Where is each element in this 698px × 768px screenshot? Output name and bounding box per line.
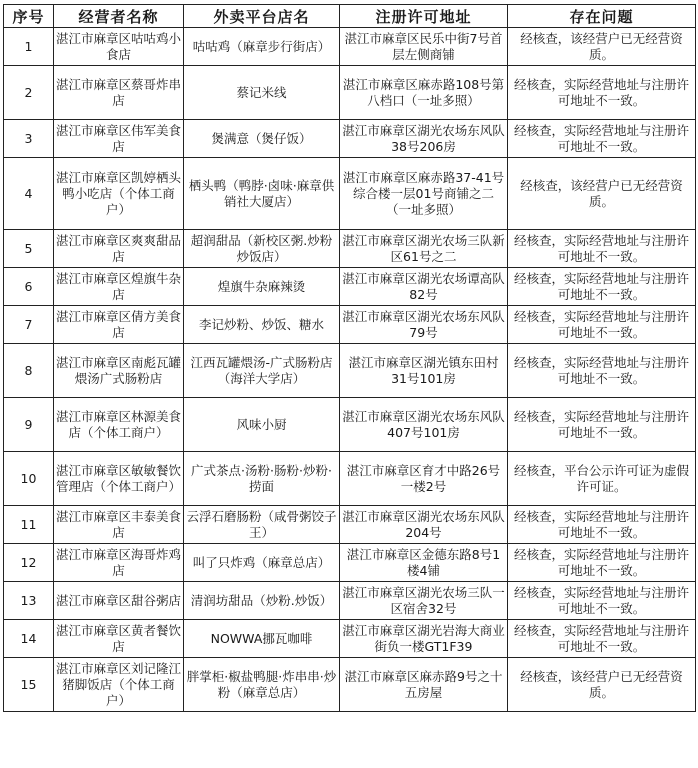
cell-no: 11 [4, 506, 54, 544]
cell-issue: 经核查，实际经营地址与注册许可地址不一致。 [508, 230, 696, 268]
cell-address: 湛江市麻章区湖光农场三队新区61号之二 [340, 230, 508, 268]
cell-store: 蔡记米线 [184, 66, 340, 120]
cell-address: 湛江市麻章区湖光农场三队一区宿舍32号 [340, 582, 508, 620]
table-row [4, 158, 696, 230]
cell-issue: 经核查，该经营户已无经营资质。 [508, 28, 696, 66]
cell-operator: 湛江市麻章区黄者餐饮店 [54, 620, 184, 658]
cell-store: NOWWA挪瓦咖啡 [184, 620, 340, 658]
cell-issue: 经核查，平台公示许可证为虚假许可证。 [508, 452, 696, 506]
table-row [4, 230, 696, 268]
cell-store: 栖头鸭（鸭脖·卤味·麻章供销社大厦店） [184, 158, 340, 230]
cell-no: 6 [4, 268, 54, 306]
cell-store: 清润坊甜品（炒粉.炒饭） [184, 582, 340, 620]
cell-operator: 湛江市麻章区海哥炸鸡店 [54, 544, 184, 582]
cell-no: 13 [4, 582, 54, 620]
header-address: 注册许可地址 [340, 5, 508, 28]
cell-store: 广式茶点·汤粉·肠粉·炒粉·捞面 [184, 452, 340, 506]
table-row [4, 398, 696, 452]
cell-no: 3 [4, 120, 54, 158]
header-operator: 经营者名称 [54, 5, 184, 28]
cell-operator: 湛江市麻章区伟军美食店 [54, 120, 184, 158]
cell-no: 8 [4, 344, 54, 398]
cell-store: 叫了只炸鸡（麻章总店） [184, 544, 340, 582]
cell-issue: 经核查，该经营户已无经营资质。 [508, 658, 696, 712]
cell-no: 1 [4, 28, 54, 66]
table-row [4, 544, 696, 582]
cell-issue: 经核查，实际经营地址与注册许可地址不一致。 [508, 268, 696, 306]
cell-address: 湛江市麻章区麻赤路108号第八档口（一址多照） [340, 66, 508, 120]
cell-address: 湛江市麻章区湖光农场谭高队82号 [340, 268, 508, 306]
cell-no: 10 [4, 452, 54, 506]
header-store: 外卖平台店名 [184, 5, 340, 28]
table-row [4, 306, 696, 344]
cell-issue: 经核查，实际经营地址与注册许可地址不一致。 [508, 582, 696, 620]
cell-address: 湛江市麻章区民乐中街7号首层左侧商铺 [340, 28, 508, 66]
cell-issue: 经核查，实际经营地址与注册许可地址不一致。 [508, 544, 696, 582]
cell-no: 4 [4, 158, 54, 230]
cell-store: 煌旗牛杂麻辣烫 [184, 268, 340, 306]
cell-issue: 经核查，实际经营地址与注册许可地址不一致。 [508, 306, 696, 344]
table-row [4, 582, 696, 620]
cell-operator: 湛江市麻章区敏敏餐饮管理店（个体工商户） [54, 452, 184, 506]
cell-address: 湛江市麻章区湖光农场东风队79号 [340, 306, 508, 344]
table-header-row [4, 5, 696, 28]
cell-operator: 湛江市麻章区林源美食店（个体工商户） [54, 398, 184, 452]
cell-store: 煲满意（煲仔饭） [184, 120, 340, 158]
cell-no: 14 [4, 620, 54, 658]
table-row [4, 268, 696, 306]
cell-store: 超润甜品（新校区粥.炒粉炒饭店） [184, 230, 340, 268]
cell-store: 风味小厨 [184, 398, 340, 452]
cell-address: 湛江市麻章区湖光岩海大商业街负一楼GT1F39 [340, 620, 508, 658]
table-row [4, 658, 696, 712]
cell-no: 15 [4, 658, 54, 712]
cell-operator: 湛江市麻章区倩方美食店 [54, 306, 184, 344]
table-row [4, 506, 696, 544]
cell-issue: 经核查，实际经营地址与注册许可地址不一致。 [508, 120, 696, 158]
cell-issue: 经核查，实际经营地址与注册许可地址不一致。 [508, 344, 696, 398]
cell-issue: 经核查，实际经营地址与注册许可地址不一致。 [508, 66, 696, 120]
header-no: 序号 [4, 5, 54, 28]
cell-store: 李记炒粉、炒饭、糖水 [184, 306, 340, 344]
cell-operator: 湛江市麻章区煌旗牛杂店 [54, 268, 184, 306]
cell-operator: 湛江市麻章区爽爽甜品店 [54, 230, 184, 268]
cell-address: 湛江市麻章区湖光农场东风队204号 [340, 506, 508, 544]
table-row [4, 28, 696, 66]
cell-address: 湛江市麻章区金德东路8号1楼4铺 [340, 544, 508, 582]
cell-operator: 湛江市麻章区刘记隆江猪脚饭店（个体工商户） [54, 658, 184, 712]
cell-address: 湛江市麻章区湖光镇东田村31号101房 [340, 344, 508, 398]
cell-store: 云浮石磨肠粉（咸骨粥饺子王） [184, 506, 340, 544]
cell-address: 湛江市麻章区湖光农场东风队407号101房 [340, 398, 508, 452]
cell-store: 胖掌柜·椒盐鸭腿·炸串串·炒粉（麻章总店） [184, 658, 340, 712]
cell-issue: 经核查，该经营户已无经营资质。 [508, 158, 696, 230]
cell-operator: 湛江市麻章区丰泰美食店 [54, 506, 184, 544]
cell-issue: 经核查，实际经营地址与注册许可地址不一致。 [508, 620, 696, 658]
table-row [4, 620, 696, 658]
table-row [4, 120, 696, 158]
cell-no: 7 [4, 306, 54, 344]
cell-operator: 湛江市麻章区甜谷粥店 [54, 582, 184, 620]
cell-no: 12 [4, 544, 54, 582]
cell-address: 湛江市麻章区麻赤路37-41号综合楼一层01号商铺之二（一址多照） [340, 158, 508, 230]
cell-no: 2 [4, 66, 54, 120]
cell-operator: 湛江市麻章区蔡哥炸串店 [54, 66, 184, 120]
cell-address: 湛江市麻章区麻赤路9号之十五房屋 [340, 658, 508, 712]
table-row [4, 66, 696, 120]
cell-no: 9 [4, 398, 54, 452]
cell-operator: 湛江市麻章区咕咕鸡小食店 [54, 28, 184, 66]
cell-no: 5 [4, 230, 54, 268]
cell-operator: 湛江市麻章区南彪瓦罐煨汤广式肠粉店 [54, 344, 184, 398]
cell-operator: 湛江市麻章区凯婷栖头鸭小吃店（个体工商户） [54, 158, 184, 230]
cell-issue: 经核查，实际经营地址与注册许可地址不一致。 [508, 506, 696, 544]
table-row [4, 452, 696, 506]
cell-store: 江西瓦罐煨汤-广式肠粉店（海洋大学店） [184, 344, 340, 398]
cell-address: 湛江市麻章区育才中路26号一楼2号 [340, 452, 508, 506]
header-issue: 存在问题 [508, 5, 696, 28]
table-row [4, 344, 696, 398]
cell-address: 湛江市麻章区湖光农场东风队38号206房 [340, 120, 508, 158]
cell-issue: 经核查，实际经营地址与注册许可地址不一致。 [508, 398, 696, 452]
cell-store: 咕咕鸡（麻章步行街店） [184, 28, 340, 66]
records-table [3, 4, 696, 712]
